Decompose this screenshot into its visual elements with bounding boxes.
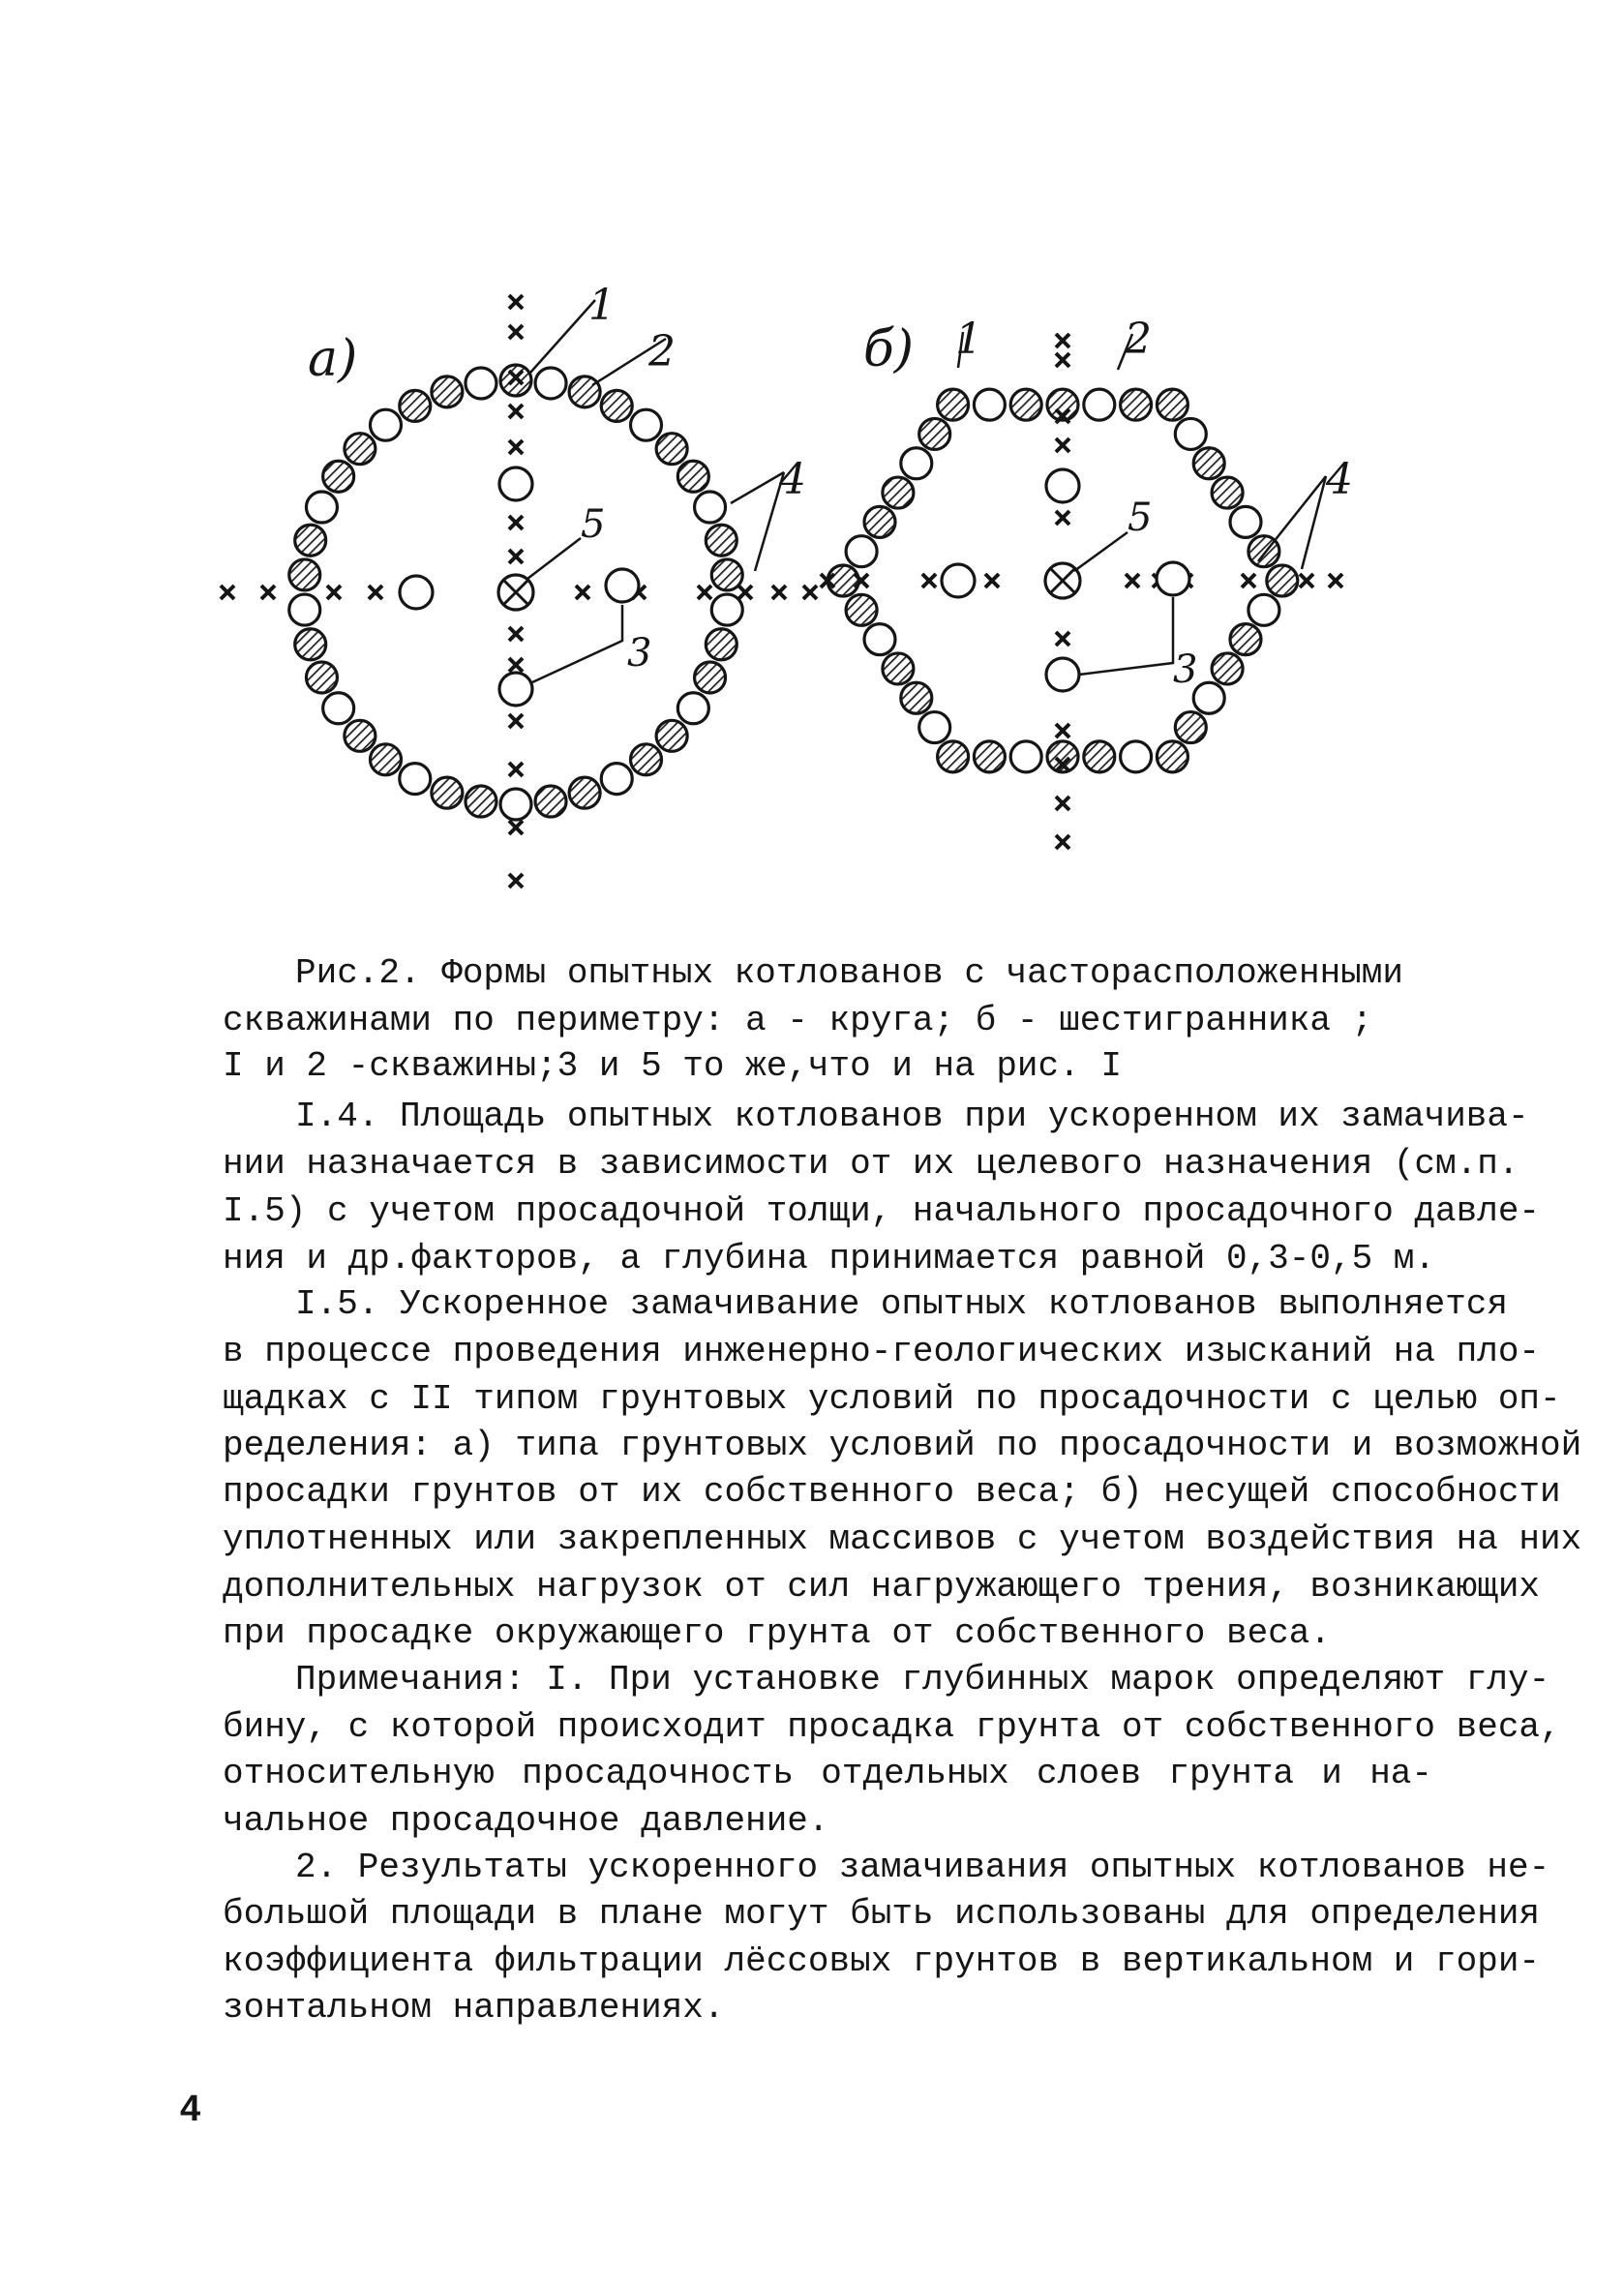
panel-b-hexagon-layout <box>821 334 1342 849</box>
open-well <box>400 576 433 609</box>
hatched-well <box>706 525 737 556</box>
marker-a-5: 5 <box>581 502 606 547</box>
hatched-well <box>569 777 600 808</box>
para-1-5-line-1: I.5. Ускоренное замачивание опытных котлованов выполняется <box>295 1284 1509 1324</box>
open-well <box>1193 682 1224 713</box>
hatched-well <box>1157 741 1188 772</box>
open-well <box>499 673 532 706</box>
open-well <box>1121 741 1152 772</box>
cross-mark <box>985 574 999 587</box>
hatched-well <box>827 565 858 596</box>
hatched-well <box>345 434 376 465</box>
marker-a-3: 3 <box>627 631 652 676</box>
open-well <box>846 536 877 567</box>
panel-a-label: а) <box>308 330 358 388</box>
cross-mark <box>509 874 523 887</box>
hatched-well <box>400 390 431 421</box>
marker-b-2: 2 <box>1125 315 1152 364</box>
note-1-line-2: бину, с которой происходит просадка грунта от собственного веса, <box>223 1707 1561 1747</box>
hatched-well <box>569 376 600 407</box>
hatched-well <box>535 786 566 817</box>
cross-mark <box>509 627 523 641</box>
hatched-well <box>938 741 969 772</box>
hatched-well <box>706 629 737 660</box>
marker-a-1: 1 <box>588 281 616 330</box>
hatched-well <box>1267 565 1298 596</box>
hatched-well <box>656 720 687 751</box>
hatched-well <box>864 506 895 537</box>
open-well <box>1157 562 1189 595</box>
leader-b-5 <box>1074 532 1128 571</box>
hatched-well <box>345 720 376 751</box>
hatched-well <box>1175 712 1206 743</box>
open-well <box>466 368 496 399</box>
hatched-well <box>711 559 742 590</box>
marker-b-5: 5 <box>1128 496 1153 540</box>
note-1-line-3: относительную просадочность отдельных слоев грунта и на- <box>223 1754 1432 1793</box>
cross-mark <box>1056 835 1069 849</box>
para-1-5-line-6: уплотненных или закрепленных массивов с учетом воздействия на них <box>223 1519 1582 1559</box>
open-well <box>711 594 742 625</box>
cross-mark <box>221 586 234 599</box>
cross-mark <box>803 586 817 599</box>
open-well <box>974 389 1005 420</box>
cross-mark <box>509 821 523 834</box>
open-well <box>1175 418 1206 449</box>
open-well <box>1046 469 1079 502</box>
cross-mark <box>509 405 523 418</box>
hatched-well <box>289 559 320 590</box>
caption-line-2: скважинами по периметру: а - круга; б - шестигранника ; <box>223 1001 1373 1040</box>
hatched-well <box>1230 624 1261 655</box>
cross-mark <box>1056 438 1069 452</box>
leader-a-1 <box>530 300 595 373</box>
cross-mark <box>1300 574 1313 587</box>
leader-a-5 <box>527 538 581 579</box>
cross-mark <box>738 586 752 599</box>
figure-drawing <box>0 0 1624 929</box>
leader-a-3 <box>532 605 622 682</box>
open-well <box>901 448 932 479</box>
open-well <box>695 492 726 523</box>
caption-line-3: I и 2 -скважины;3 и 5 то же,что и на рис. I <box>223 1046 1122 1086</box>
open-well <box>1230 506 1261 537</box>
cross-mark <box>698 586 711 599</box>
open-well <box>499 467 532 500</box>
cross-mark <box>922 574 936 587</box>
para-1-4-line-3: I.5) с учетом просадочной толщи, начального просадочного давле- <box>223 1191 1541 1231</box>
cross-mark <box>1056 353 1069 367</box>
cross-mark <box>1242 574 1255 587</box>
cross-mark <box>509 440 523 454</box>
note-2-line-1: 2. Результаты ускоренного замачивания опытных котлованов не- <box>295 1848 1550 1887</box>
hatched-well <box>1157 389 1188 420</box>
open-well <box>601 764 632 795</box>
cross-mark <box>1056 797 1069 810</box>
open-well <box>1084 389 1115 420</box>
cross-mark <box>509 763 523 776</box>
hatched-well <box>1047 741 1078 772</box>
hatched-well <box>370 744 401 775</box>
note-1-line-1: Примечания: I. При установке глубинных марок определяют глу- <box>295 1660 1550 1699</box>
hatched-well <box>938 389 969 420</box>
hatched-well <box>919 418 950 449</box>
note-1-line-4: чальное просадочное давление. <box>223 1801 829 1841</box>
hatched-well <box>1212 477 1243 508</box>
cross-mark <box>509 516 523 529</box>
open-well <box>631 409 662 440</box>
page-number: 4 <box>180 2089 201 2129</box>
cross-mark <box>1056 334 1069 347</box>
cross-mark <box>261 586 275 599</box>
hatched-well <box>295 629 326 660</box>
para-1-5-line-4: ределения: а) типа грунтовых условий по просадочности и возможной <box>223 1426 1582 1465</box>
hatched-well <box>677 461 708 492</box>
hatched-well <box>500 365 531 396</box>
open-well <box>1010 741 1041 772</box>
para-1-5-line-5: просадки грунтов от их собственного веса; б) несущей способности <box>223 1472 1561 1512</box>
marker-b-4: 4 <box>1326 455 1353 504</box>
hatched-well <box>1212 653 1243 684</box>
para-1-5-line-7: дополнительных нагрузок от сил нагружающего трения, возникающих <box>223 1567 1541 1607</box>
cross-mark <box>1056 724 1069 737</box>
para-1-4-line-1: I.4. Площадь опытных котлованов при ускоренном их замачива- <box>295 1097 1529 1136</box>
para-1-5-line-2: в процессе проведения инженерно-геологических изысканий на пло- <box>223 1332 1541 1371</box>
open-well <box>323 693 354 724</box>
hatched-well <box>1193 448 1224 479</box>
marker-b-3: 3 <box>1173 647 1198 692</box>
cross-mark <box>509 325 523 339</box>
open-well <box>677 693 708 724</box>
open-well <box>289 594 320 625</box>
para-1-5-line-8: при просадке окружающего грунта от собственного веса. <box>223 1613 1331 1653</box>
open-well <box>1046 658 1079 691</box>
marker-b-1: 1 <box>955 315 982 364</box>
hatched-well <box>306 662 337 693</box>
hatched-well <box>883 477 914 508</box>
open-well <box>306 492 337 523</box>
para-1-4-line-2: нии назначается в зависимости от их целевого назначения (см.п. <box>223 1144 1519 1184</box>
leader-b-3 <box>1079 597 1173 675</box>
cross-mark <box>772 586 786 599</box>
cross-mark <box>509 658 523 672</box>
cross-mark <box>576 586 589 599</box>
hatched-well <box>466 786 496 817</box>
hatched-well <box>601 390 632 421</box>
open-well <box>864 624 895 655</box>
hatched-well <box>631 744 662 775</box>
cross-mark <box>1056 632 1069 646</box>
open-well <box>370 409 401 440</box>
note-2-line-3: коэффициента фильтрации лёссовых грунтов в вертикальном и гори- <box>223 1941 1541 1981</box>
open-well <box>606 569 639 602</box>
hatched-well <box>432 376 463 407</box>
hatched-well <box>432 777 463 808</box>
hatched-well <box>323 461 354 492</box>
marker-a-2: 2 <box>648 327 676 376</box>
marker-a-4: 4 <box>779 455 806 504</box>
hatched-well <box>1121 389 1152 420</box>
hatched-well <box>901 682 932 713</box>
open-well <box>400 764 431 795</box>
panel-b-label: б) <box>863 320 915 378</box>
open-well <box>535 368 566 399</box>
cross-mark <box>1056 511 1069 525</box>
open-well <box>1248 594 1279 625</box>
caption-line-1: Рис.2. Формы опытных котлованов с часторасположенными <box>295 953 1403 993</box>
note-2-line-2: большой площади в плане могут быть использованы для определения <box>223 1894 1541 1934</box>
open-well <box>500 789 531 820</box>
hatched-well <box>1084 741 1115 772</box>
cross-mark <box>509 550 523 563</box>
para-1-5-line-3: щадках с II типом грунтовых условий по просадочности с целью оп- <box>223 1379 1561 1419</box>
cross-mark <box>327 586 341 599</box>
hatched-well <box>1010 389 1041 420</box>
hatched-well <box>846 594 877 625</box>
open-well <box>919 712 950 743</box>
hatched-well <box>656 434 687 465</box>
para-1-4-line-4: ния и др.факторов, а глубина принимается равной 0,3-0,5 м. <box>223 1239 1436 1278</box>
note-2-line-4: зонтальном направлениях. <box>223 1988 725 2028</box>
cross-mark <box>1329 574 1342 587</box>
cross-mark <box>369 586 382 599</box>
cross-mark <box>509 714 523 728</box>
hatched-well <box>974 741 1005 772</box>
hatched-well <box>695 662 726 693</box>
figure-labels <box>308 281 1353 692</box>
hatched-well <box>295 525 326 556</box>
open-well <box>942 564 975 597</box>
cross-mark <box>509 295 523 309</box>
hatched-well <box>883 653 914 684</box>
cross-mark <box>1126 574 1139 587</box>
